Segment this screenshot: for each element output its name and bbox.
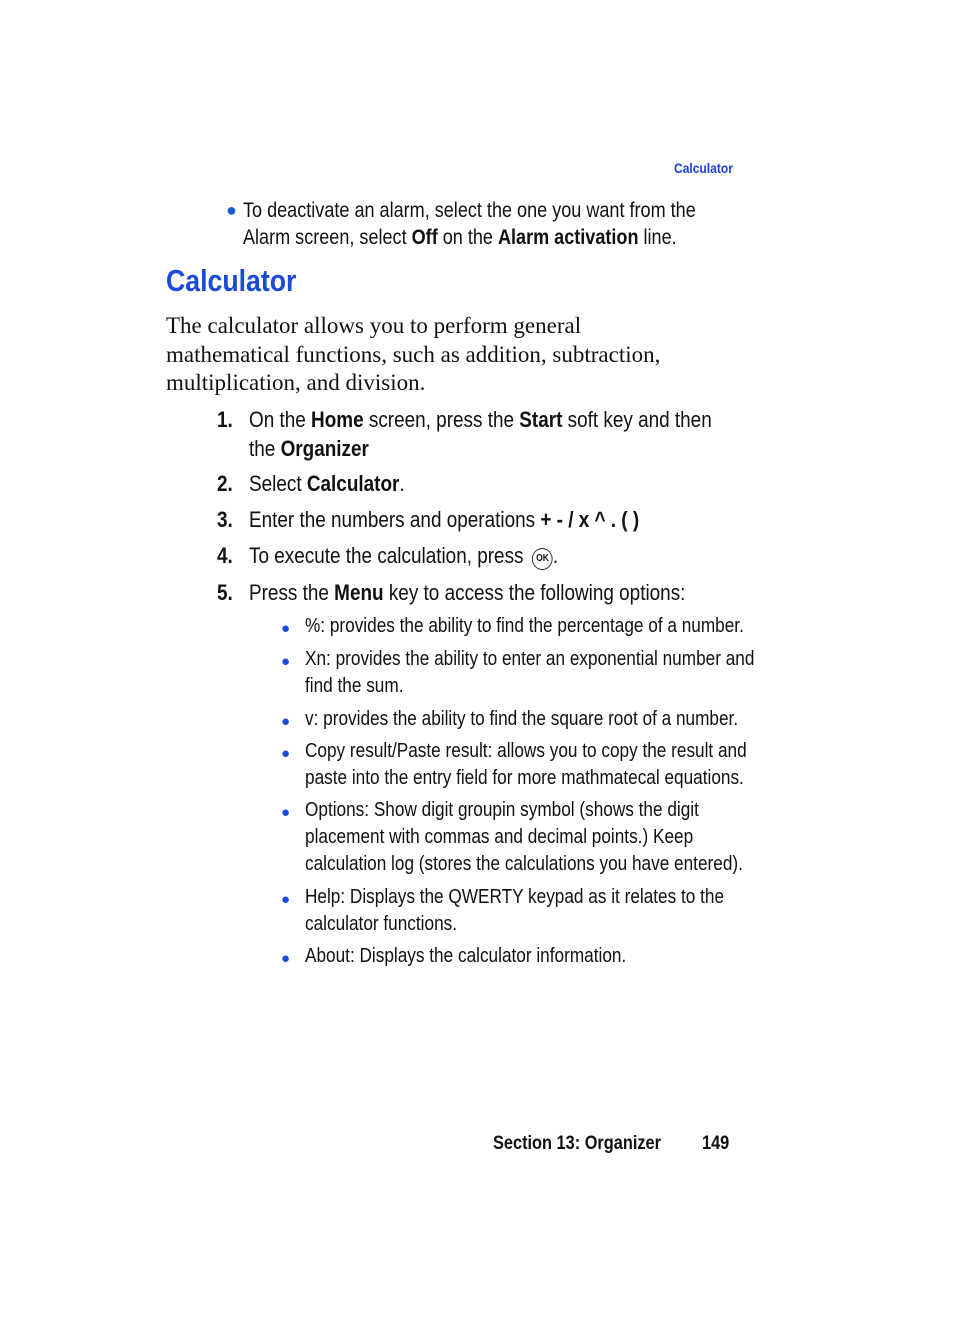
bullet-icon: ● (281, 745, 291, 762)
bullet-icon: ● (281, 950, 291, 967)
running-header: Calculator (674, 160, 733, 176)
page-number: 149 (702, 1133, 730, 1154)
ok-key-icon: OK (532, 548, 553, 570)
bullet-icon: ● (281, 620, 291, 637)
bullet-icon: ● (281, 891, 291, 908)
section-heading: Calculator (166, 263, 297, 298)
bullet-icon: ● (281, 713, 291, 730)
intro-line-2: Alarm screen, select Off on the Alarm activation line. (243, 226, 677, 249)
bullet-icon: ● (281, 653, 291, 670)
intro-line-1: To deactivate an alarm, select the one you want from the (243, 199, 696, 222)
bullet-icon: ● (226, 200, 237, 220)
intro-paragraph: The calculator allows you to perform general mathematical functions, such as addition, subtraction, multiplication, and division. (166, 313, 661, 395)
bullet-icon: ● (281, 804, 291, 821)
footer-section: Section 13: Organizer (493, 1133, 661, 1154)
